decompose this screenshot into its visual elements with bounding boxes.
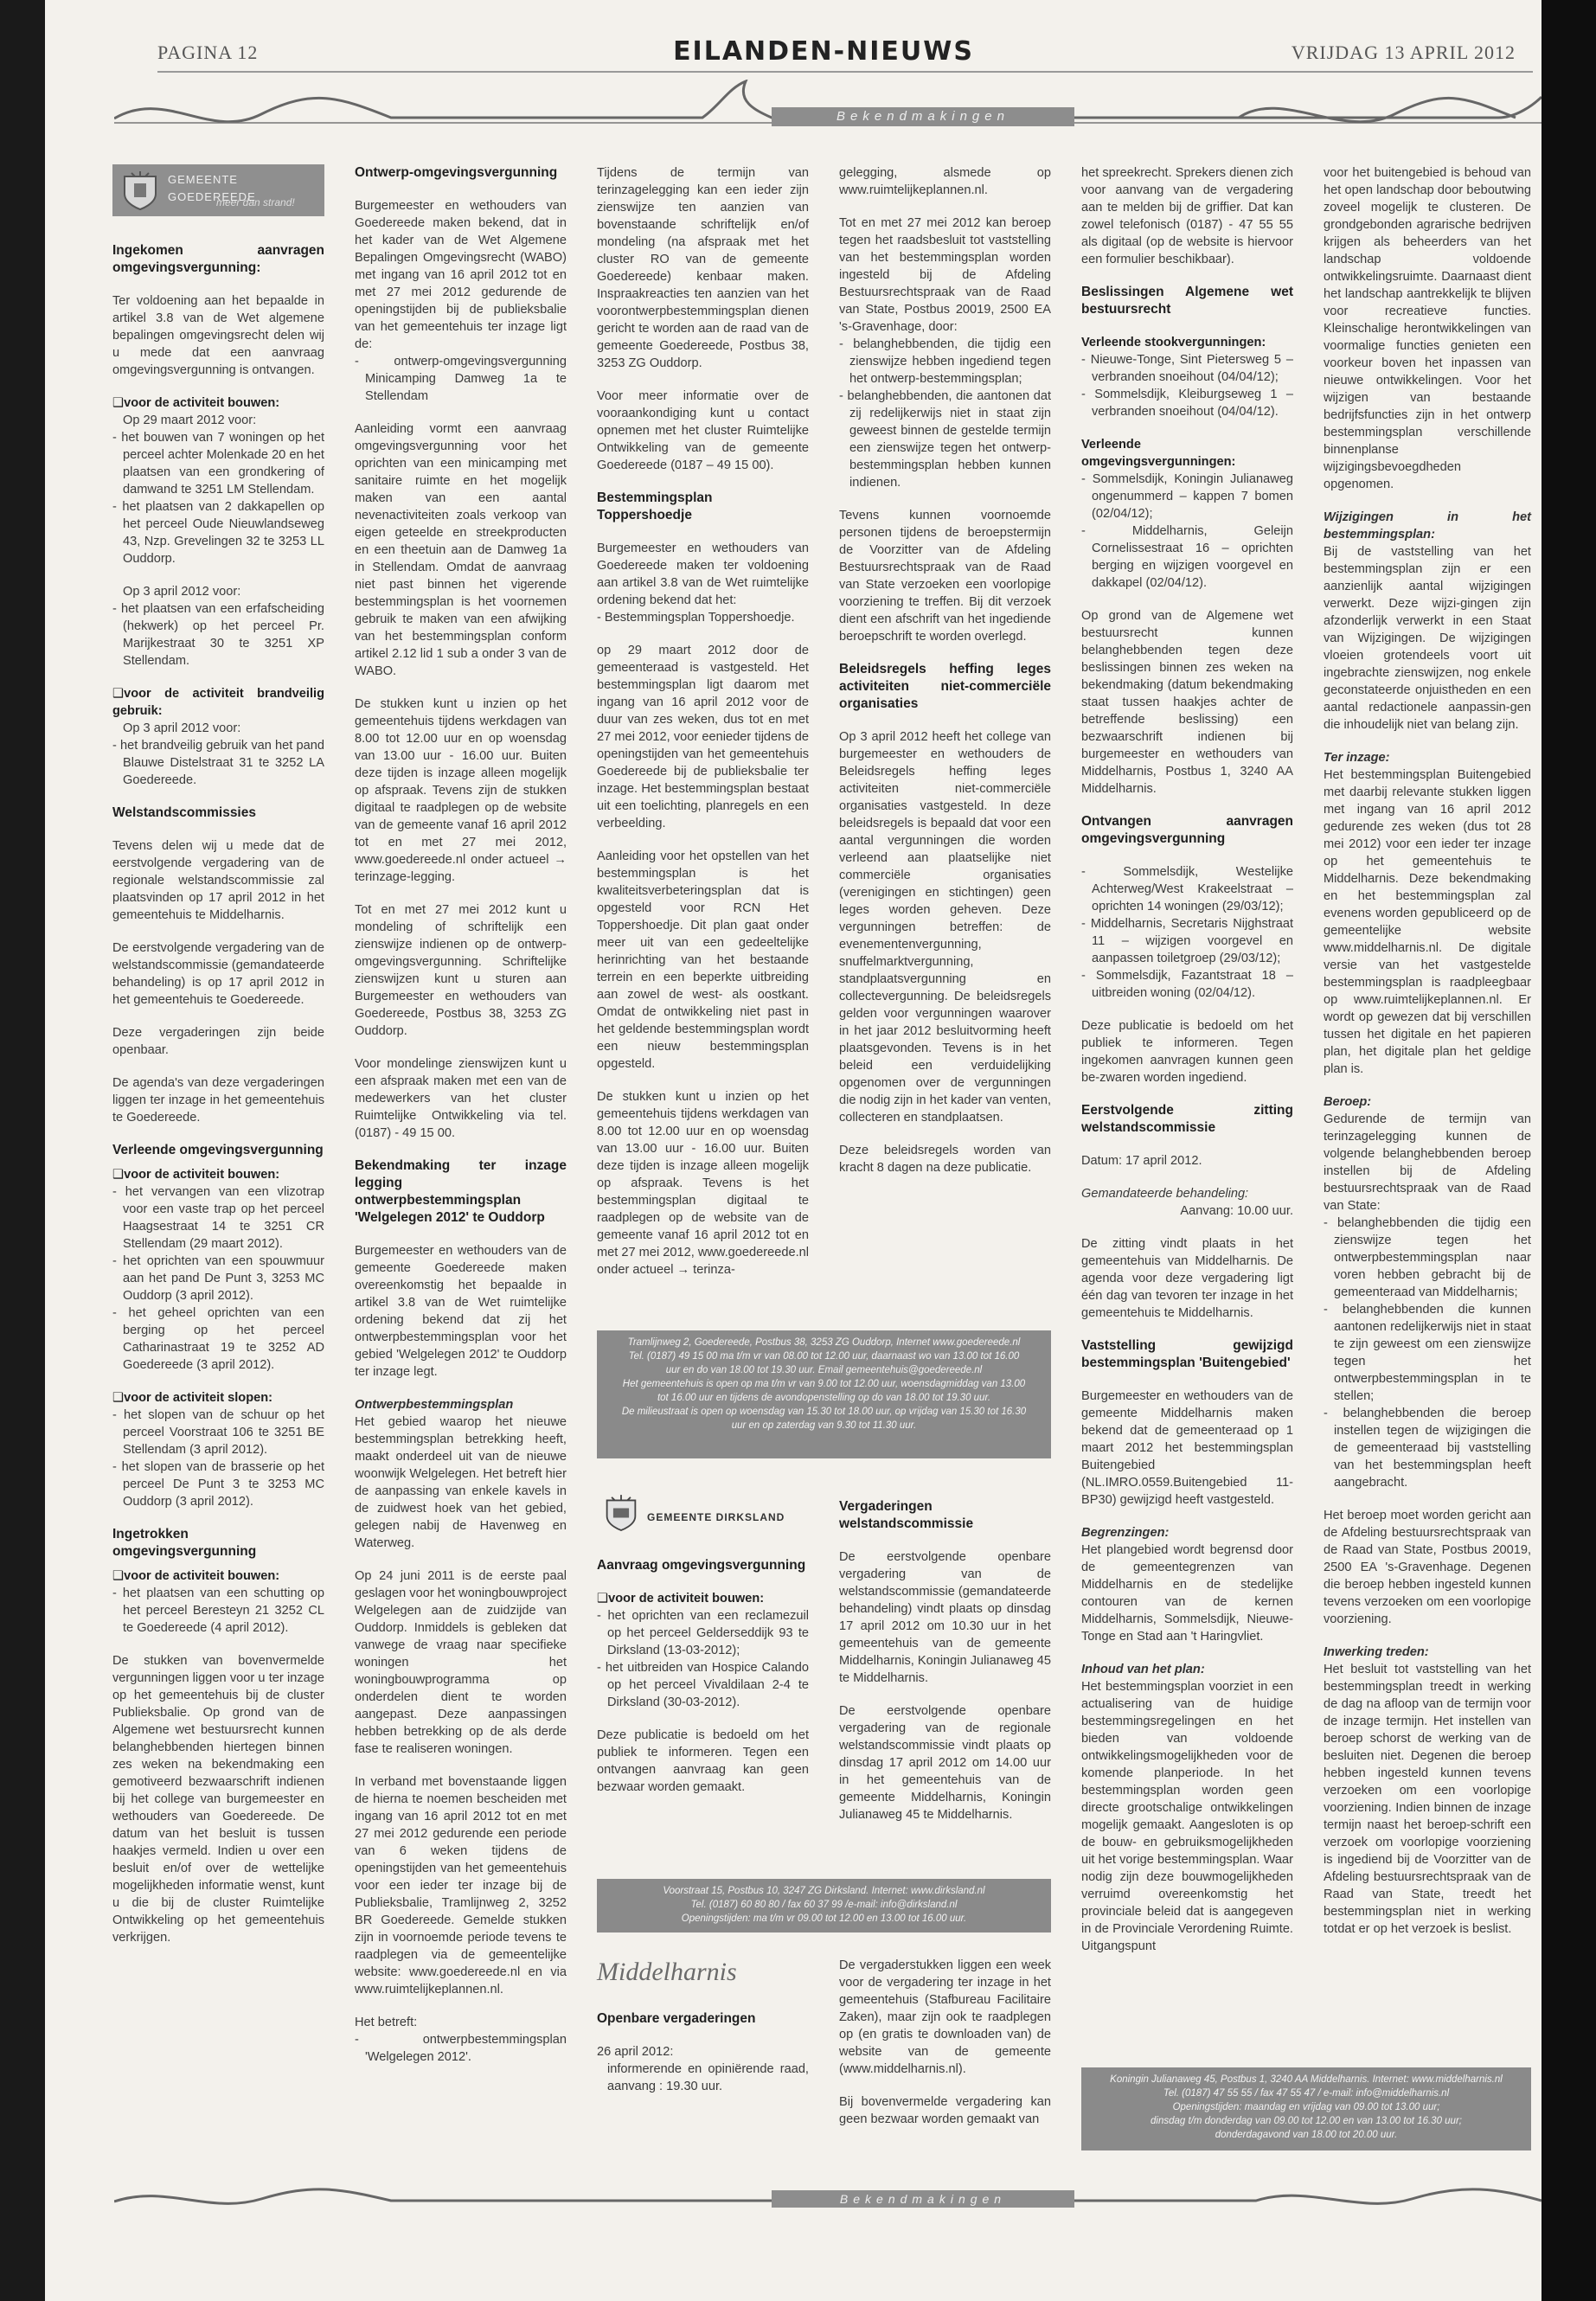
item-list xyxy=(839,336,1051,491)
paragraph: Tevens delen wij u mede dat de eerstvolgende vergadering van de regionale welstandscommissie zal plaatsvinden op 17 april 2012 in het gemeentehuis te Middelharnis. xyxy=(112,839,324,922)
paragraph: De eerstvolgende openbare vergadering van de regionale welstandscommissie vindt plaats op dinsdag 17 april 2012 om 14.00 uur in het gemeentehuis van de gemeente Middelharnis, Koningin Julianaweg 45 te Middelharnis. xyxy=(839,1704,1051,1822)
paragraph: In verband met bovenstaande liggen de hierna te noemen bescheiden met ingang van 16 april 2012 tot en met 27 mei 2012 gedurende een periode van 6 weken tijdens de openingstijden van het gemeentehuis voor een ieder ter inzage bij de Publieksbalie, Tramlijnweg 2, 3252 BR Goedereede. Gemelde stukken zijn in voornoemde periode tevens te raadplegen via de gemeentelijke website: www.goedereede.nl en via www.ruimtelijkeplannen.nl. xyxy=(355,1775,567,1997)
column-5 xyxy=(1081,164,1293,1971)
goedereede-logo-block xyxy=(112,164,324,216)
subheading: ❑ voor de activiteit bouwen: xyxy=(112,1567,324,1585)
middelharnis-contact-box xyxy=(1081,2067,1531,2150)
contact-line: Openingstijden: maandag en vrijdag van 09.00 tot 13.00 uur; xyxy=(1172,2102,1440,2112)
list-item: - het slopen van de schuur op het perceel Voorstraat 106 te 3251 BE Stellendam (3 april 2012). xyxy=(112,1408,324,1457)
italic-subheading: Ter inzage: xyxy=(1324,751,1390,765)
italic-subheading: Beroep: xyxy=(1324,1095,1372,1109)
crest-icon xyxy=(604,1493,638,1533)
list-item: - belanghebbenden die tijdig een zienswijze tegen het ontwerpbestemmingsplan naar voren hebben gebracht bij de gemeenteraad van Middelharnis; xyxy=(1324,1216,1531,1299)
paragraph: Tot en met 27 mei 2012 kunt u mondeling of schriftelijk een zienswijze indienen op de ontwerp-omgevingsvergunning. Schriftelijke zienswijzen kunt u sturen aan Burgemeester en wethouders van Goedereede, Postbus 38, 3253 ZG Ouddorp. xyxy=(355,903,567,1038)
crest-icon xyxy=(121,170,159,211)
list-item: - Sommelsdijk, Westelijke Achterweg/West Krakeelstraat – oprichten 14 woningen (29/03/12); xyxy=(1081,865,1293,913)
paragraph: Bij bovenvermelde vergadering kan geen bezwaar worden gemaakt van xyxy=(839,2095,1051,2126)
list-item: - het brandveilig gebruik van het pand Blauwe Distelstraat 31 te 3252 LA Goedereede. xyxy=(112,739,324,787)
paragraph: Het besluit tot vaststelling van het bestemmingsplan treedt in werking de dag na afloop van de termijn voor de inzage termijn. Het instellen van beroep schorst de werking van de besluiten niet. Degenen die beroep hebben ingesteld kunnen tevens verzoeken om een voorlopige voorziening. Indien binnen de inzage termijn naast het beroep-schrift een verzoek om voorlopige voorziening is ingediend bij de Voorzitter van de Afdeling bestuursrechtspraak van de Raad van State, treedt het bestemmingsplan niet in werking totdat er op het verzoek is beslist. xyxy=(1324,1663,1531,1936)
dirksland-contact-box xyxy=(597,1879,1051,1932)
section-heading: Aanvraag omgevingsvergunning xyxy=(597,1558,806,1573)
list-item: - Sommelsdijk, Fazantstraat 18 – uitbreiden woning (02/04/12). xyxy=(1081,969,1293,1000)
paragraph: Burgemeester en wethouders van de gemeente Goedereede maken overeenkomstig het bepaalde in artikel 3.8 van de Wet ruimtelijke ordening bekend dat zij het ontwerpbestemmingsplan voor het gebied 'Welgelegen 2012' te Ouddorp ter inzage legt. xyxy=(355,1244,567,1379)
subheading: ❑ voor de activiteit slopen: xyxy=(112,1389,324,1407)
contact-line: dinsdag t/m donderdag van 09.00 tot 12.00 en van 13.00 tot 16.30 uur; xyxy=(1151,2116,1462,2126)
section-heading: Ontwerp-omgevingsvergunning xyxy=(355,165,558,180)
list-item: - ontwerpbestemmingsplan 'Welgelegen 2012'. xyxy=(355,2033,567,2064)
paragraph: informerende en opiniërende raad, aanvang : 19.30 uur. xyxy=(607,2062,809,2093)
paragraph: Gedurende de termijn van terinzagelegging kunnen de volgende belanghebbenden beroep instellen bij de Afdeling bestuursrechtspraak van de Raad van State: xyxy=(1324,1112,1531,1213)
paragraph: Burgemeester en wethouders van Goedereede maken ter voldoening aan artikel 3.8 van de Wet ruimtelijke ordening bekend dat het: xyxy=(597,542,809,607)
section-heading: Beslissingen Algemene wet bestuursrecht xyxy=(1081,285,1293,317)
contact-line: De milieustraat is open op woensdag van 15.30 tot 18.00 uur, op vrijdag van 15.30 tot 16.30 xyxy=(621,1407,1027,1417)
list-item: - het uitbreiden van Hospice Calando op het perceel Vivaldilaan 2-4 te Dirksland (30-03-2012). xyxy=(597,1661,809,1709)
goedereede-contact-box xyxy=(597,1330,1051,1458)
middelharnis-column xyxy=(597,1957,809,2095)
paragraph: De eerstvolgende openbare vergadering van de welstandscommissie (gemandateerde behandeling) vindt plaats op dinsdag 17 april 2012 om 10.30 uur in het gemeentehuis van de gemeente Middelharnis, Koningin Julianaweg 45 te Middelharnis. xyxy=(839,1550,1052,1685)
italic-subheading: Begrenzingen: xyxy=(1081,1526,1170,1540)
contact-line: Openingstijden: ma t/m vr 09.00 tot 12.00 en 13.00 tot 16.00 uur. xyxy=(681,1913,967,1924)
list-item: - het plaatsen van 2 dakkapellen op het perceel Oude Nieuwlandseweg 43, Nzp. Grevelingen 32 te 3253 LL Ouddorp. xyxy=(112,500,324,566)
paragraph: Deze publicatie is bedoeld om het publiek te informeren. Tegen een ontvangen aanvraag kan geen bezwaar worden gemaakt. xyxy=(597,1728,809,1794)
municipality-slogan: meer dan strand! xyxy=(216,196,295,208)
paragraph: Aanleiding vormt een aanvraag omgevingsvergunning voor het oprichten van een minicamping met sanitaire ruimte en het mogelijk maken van een aantal nevenactiviteiten zoals verkoop van eigen geteelde en streekproducten en een theetuin aan de Damweg 1a in Stellendam. Omdat de aanvraag niet past binnen het vigerende bestemmingsplan is het voornemen gebruik te maken van een afwijking van het bestemmingsplan conform artikel 2.12 lid 1 sub a onder 3 van de WABO. xyxy=(355,422,567,678)
list-item: - belanghebbenden die beroep instellen tegen de wijzigingen die de gemeenteraad bij vaststelling van het bestemmingsplan heeft aangebracht. xyxy=(1324,1407,1531,1490)
item-list xyxy=(1081,863,1293,1002)
header-rule xyxy=(157,71,1533,73)
subheading: Verleende stookvergunningen: xyxy=(1081,336,1266,349)
paragraph: Aanleiding voor het opstellen van het bestemmingsplan is het kwaliteitsverbeteringsplan dat is opgesteld voor RCN Het Toppershoedje. Dit plan gaat onder meer uit van een gedeeltelijke herinrichting van het bestaande terrein en een beperkte uitbreiding aan zowel de west- als oostkant. Omdat de ontwikkeling niet past in het geldende bestemmingsplan wordt een nieuw bestemmingsplan opgesteld. xyxy=(597,849,809,1071)
contact-line: Tramlijnweg 2, Goedereede, Postbus 38, 3253 ZG Ouddorp, Internet www.goedereede.nl xyxy=(627,1337,1021,1348)
contact-line: Koningin Julianaweg 45, Postbus 1, 3240 AA Middelharnis. Internet: www.middelharnis.nl xyxy=(1110,2074,1503,2085)
paragraph: Deze publicatie is bedoeld om het publiek te informeren. Tegen ingekomen aanvragen kunnen geen be-zwaren worden ingediend. xyxy=(1081,1019,1293,1085)
item-list xyxy=(1081,471,1293,592)
page-header xyxy=(106,35,1542,69)
date-line: Op 3 april 2012 voor: xyxy=(123,585,241,599)
list-item: - ontwerp-omgevingsvergunning Minicamping Damweg 1a te Stellendam xyxy=(355,355,567,403)
municipality-name: GEMEENTE GOEDEREEDE xyxy=(168,173,256,203)
paragraph: De stukken van bovenvermelde vergunningen liggen voor u ter inzage op het gemeentehuis bij de cluster Publieksbalie. Op grond van de Algemene wet bestuursrecht kunnen belanghebbenden hiertegen binnen zes weken na bekendmaking een gemotiveerd bezwaarschrift indienen bij het college van burgemeester en wethouders van Goedereede. De datum van het besluit is tussen haakjes vermeld. Indien u over een besluit en/of over de wettelijke mogelijkheden informatie wenst, kunt u die bij de cluster Ruimtelijke Ontwikkeling op het gemeentehuis verkrijgen. xyxy=(112,1654,324,1945)
paragraph: voor het buitengebied is behoud van het open landschap door beboutwing zoveel mogelijk te clusteren. De grondgebonden agrarische bedrijven krijgen als beheerders van het landschap voldoende ontwikkelingsruimte. Daarnaast dient het landschap aantrekkelijk te blijven voor recreatieve functies. Kleinschalige herontwikkelingen van voormalige functies genieten een voorkeur boven het inpassen van nieuwe ontwikkelingen. Voor het wijzigen van bestaande bedrijfsfuncties zijn in het ontwerp bestemmingsplan verschillende binnenplanse wijzigingsbevoegdheden opgenomen. xyxy=(1324,166,1531,491)
paragraph: Deze vergaderingen zijn beide openbaar. xyxy=(112,1026,324,1057)
paragraph: De stukken kunt u inzien op het gemeentehuis tijdens werkdagen van 8.00 tot 12.00 uur en op woensdag van 13.00 uur - 16.00 uur. Buiten deze tijden is inzage alleen mogelijk op afspraak. Tevens is het bestemmingsplan digitaal te raadplegen op de website van de gemeente vanaf 16 april 2012 tot en met 27 mei 2012, www.goedereede.nl onder actueel → terinza- xyxy=(597,1090,810,1277)
paragraph: De stukken kunt u inzien op het gemeentehuis tijdens werkdagen van 8.00 tot 12.00 uur en op woensdag van 13.00 uur - 16.00 uur. Buiten deze tijden is inzage alleen mogelijk op afspraak. Tevens zijn de stukken digitaal te raadplegen op de website van de gemeente vanaf 16 april 2012 tot en met 27 mei 2012, www.goedereede.nl onder actueel → terinzage-legging. xyxy=(355,697,567,884)
section-heading: Bestemmingsplan Toppershoedje xyxy=(597,490,713,522)
contact-line: Voorstraat 15, Postbus 10, 3247 ZG Dirksland. Internet: www.dirksland.nl xyxy=(663,1886,985,1896)
list-item: - het oprichten van een reclamezuil op het perceel Gelderseddijk 93 te Dirksland (13-03-2012); xyxy=(597,1609,809,1657)
item-list xyxy=(112,429,324,567)
item-list xyxy=(355,353,567,405)
newspaper-page xyxy=(45,0,1542,2301)
paragraph: Datum: 17 april 2012. xyxy=(1081,1154,1202,1168)
section-heading: Vaststelling gewijzigd bestemmingsplan 'Buitengebied' xyxy=(1081,1338,1293,1370)
date-line: Op 3 april 2012 voor: xyxy=(123,721,241,735)
paragraph: Op grond van de Algemene wet bestuursrecht kunnen belanghebbenden tegen deze beslissingen binnen zes weken na bekendmaking (datum bekendmaking staat tussen haakjes achter de betreffende beslissing) een bezwaarschrift indienen bij burgemeester en wethouders van Middelharnis, Postbus 1, 3240 AA Middelharnis. xyxy=(1081,609,1293,796)
section-label: Bekendmakingen xyxy=(772,107,1074,126)
section-heading: Ingetrokken omgevingsvergunning xyxy=(112,1527,257,1559)
list-item: - Nieuwe-Tonge, Sint Pietersweg 5 – verbranden snoeihout (04/04/12); xyxy=(1081,353,1293,384)
italic-subheading: Inhoud van het plan: xyxy=(1081,1663,1205,1676)
column-3 xyxy=(597,164,809,1294)
paragraph: gelegging, alsmede op www.ruimtelijkeplannen.nl. xyxy=(839,166,1051,197)
item-list xyxy=(112,737,324,789)
section-label: Bekendmakingen xyxy=(772,2190,1074,2208)
paragraph: De eerstvolgende vergadering van de welstandscommissie (gemandateerde behandeling) is op 17 april 2012 in het gemeentehuis te Goedereede. xyxy=(112,941,324,1007)
item-list xyxy=(112,1407,324,1510)
item-list xyxy=(112,600,324,670)
section-heading: Verleende omgevingsvergunning xyxy=(112,1143,324,1157)
paragraph: Het gebied waarop het nieuwe bestemmingsplan betrekking heeft, maakt onderdeel uit van de nieuwe woonwijk Welgelegen. Het betreft hier de aanpassing van enkele kavels in de zuidwest hoek van het gebied, gelegen nabij de Havenweg en Waterweg. xyxy=(355,1415,567,1550)
list-item: - het geheel oprichten van een berging op het perceel Catharinastraat 19 te 3252 AD Goedereede (3 april 2012). xyxy=(112,1306,324,1372)
paragraph: De vergaderstukken liggen een week voor de vergadering ter inzage in het gemeentehuis (Stafbureau Facilitaire Zaken), maar zijn ook te raadplegen op (en gratis te downloaden van) de website van de gemeente (www.middelharnis.nl). xyxy=(839,1958,1051,2076)
dirksland-logo-block xyxy=(597,1488,809,1557)
contact-line: Tel. (0187) 49 15 00 ma t/m vr van 08.00 tot 12.00 uur, daarnaast wo van 13.00 tot 16.00 xyxy=(628,1351,1020,1362)
paragraph: Het bestemmingsplan voorziet in een actualisering van de huidige bestemmingsregelingen en het bieden van voldoende ontwikkelingsmogelijkheden voor de komende planperiode. In het bestemmingsplan worden geen directe grootschalige ontwikkelingen mogelijk gemaakt. Aangesloten is op de bouw- en gebruiksmogelijkheden uit het vorige bestemmingsplan. Waar nodig zijn deze bouwmogelijkheden verruimd overeenkomstig het provinciale beleid dat is aangegeven in de Provinciale Verordening Ruimte. Uitgangspunt xyxy=(1081,1680,1293,1953)
ornament-banner-bottom xyxy=(114,2180,1542,2214)
subheading: ❑ voor de activiteit bouwen: xyxy=(597,1590,809,1607)
section-heading: Beleidsregels heffing leges activiteiten niet-commerciële organisaties xyxy=(839,662,1051,711)
column-2 xyxy=(355,164,567,2081)
paragraph: het spreekrecht. Sprekers dienen zich voor aanvang van de vergadering aan te melden bij de griffier. Dat kan zowel telefonisch (0187) - 47 55 55 als digitaal (op de website is hiervoor een formulier beschikbaar). xyxy=(1081,166,1293,266)
paragraph: Op 24 juni 2011 is de eerste paal geslagen voor het woningbouwproject Welgelegen aan de zuidzijde van Ouddorp. Inmiddels is gebleken dat vanwege de vraag naar specifieke woningen het woningbouwprogramma op onderdelen dient te worden aangepast. Deze aanpassingen hebben betrekking op de als derde fase te realiseren woningen. xyxy=(355,1569,567,1756)
date-line: 26 april 2012: xyxy=(597,2045,674,2059)
list-item: - het bouwen van 7 woningen op het perceel achter Molenkade 20 en het plaatsen van een grondkering of damwand te 3251 LM Stellendam. xyxy=(112,431,324,497)
paragraph: Burgemeester en wethouders van Goedereede maken bekend, dat in het kader van de Wet Algemene Bepalingen Omgevingsrecht (WABO) met ingang van 16 april 2012 tot en met 27 mei 2012 gedurende de openingstijden bij de publieksbalie van het gemeentehuis ter inzage ligt de: xyxy=(355,199,567,351)
paragraph: Tevens kunnen voornoemde personen tijdens de beroepstermijn de Voorzitter van de Afdeling Bestuursrechtspraak van de Raad van State verzoeken een voorlopige voorziening te treffen. Bij dit verzoek dient een afschrift van het ingediende beroepschrift te worden overlegd. xyxy=(839,509,1051,644)
list-item: - het plaatsen van een schutting op het perceel Beresteyn 21 3252 CL te Goedereede (4 april 2012). xyxy=(112,1586,324,1635)
issue-date: VRIJDAG 13 APRIL 2012 xyxy=(1291,42,1516,63)
contact-line: tot 16.00 uur en tijdens de avondopenstelling op do van 18.00 tot 19.30 uur. xyxy=(657,1393,991,1403)
paragraph: Tijdens de termijn van terinzagelegging kan een ieder zijn zienswijze ten aanzien van bovenstaande schriftelijk en/of mondeling (na afspraak met het cluster RO van de gemeente Goedereede) kenbaar maken. Inspraakreacties ten aanzien van het voorontwerpbestemmingsplan dienen gericht te worden aan de raad van de gemeente Goedereede, Postbus 38, 3253 ZG Ouddorp. xyxy=(597,166,809,370)
item-list xyxy=(112,1183,324,1374)
column-1 xyxy=(112,164,324,1962)
paragraph: Bij de vaststelling van het bestemmingsplan zijn er een aanzienlijk aantal wijzigingen verwerkt. Deze wijzi-gingen zijn afzonderlijk verwerkt in een Staat van Wijzigingen. De wijzigingen vloeien grotendeels voort uit ingebrachte zienswijzen, nog enkele geconstateerde onjuistheden en een aantal redactionele aanpassin-gen die inhoudelijk niet van belang zijn. xyxy=(1324,545,1531,732)
item-list xyxy=(1081,351,1293,420)
paragraph: op 29 maart 2012 door de gemeenteraad is vastgesteld. Het bestemmingsplan ligt daarom met ingang van 16 april 2012 voor de duur van zes weken, dus tot en met 27 mei 2012, voor eenieder tijdens de openingstijden van het gemeentehuis Goedereede bij de publieksbalie ter inzage. Het bestemmingsplan bestaat uit een toelichting, planregels en een verbeelding. xyxy=(597,644,809,830)
middelharnis-continued xyxy=(839,1957,1051,2144)
column-4 xyxy=(839,164,1051,1192)
contact-line: Het gemeentehuis is open op ma t/m vr van 9.00 tot 12.00 uur, woensdagmiddag van 13.00 xyxy=(622,1379,1026,1389)
list-item: - Sommelsdijk, Kleiburgseweg 1 – verbranden snoeihout (04/04/12). xyxy=(1081,388,1293,419)
paragraph: Ter voldoening aan het bepaalde in artikel 3.8 van de Wet algemene bepalingen omgevingsrecht delen wij u mede dat een aanvraag omgevingsvergunning is ontvangen. xyxy=(112,294,324,377)
paragraph: Het betreft: xyxy=(355,2016,418,2029)
paragraph: Tot en met 27 mei 2012 kan beroep tegen het raadsbesluit tot vaststelling van het bestemmingsplan worden ingesteld bij de Afdeling Bestuursrechtspraak van de Raad van State, Postbus 20019, 2500 EA 's-Gravenhage, door: xyxy=(839,216,1051,334)
italic-subheading: Wijzigingen in het bestemmingsplan: xyxy=(1324,510,1531,542)
ornament-banner-top xyxy=(114,80,1542,140)
list-item: - belanghebbenden, die aantonen dat zij redelijkerwijs niet in staat zijn geweest binnen de gestelde termijn een zienswijze tegen het ontwerp-bestemmingsplan hebben kunnen indienen. xyxy=(839,389,1051,490)
list-item: - het plaatsen van een erfafscheiding (hekwerk) op het perceel Pr. Marijkestraat 30 te 3251 XP Stellendam. xyxy=(112,602,324,668)
paragraph: Op 3 april 2012 heeft het college van burgemeester en wethouders de Beleidsregels heffing leges activiteiten niet-commerciële organisaties vastgesteld. In deze beleidsregels is bepaald dat voor een aantal vergunningen die worden verleend aan plaatselijke niet commerciële organisaties (verenigingen en stichtingen) geen leges worden geheven. Deze vergunningen betreffen: de evenementenvergunning, snuffelmarktvergunning, standplaatsvergunning en collectevergunning. De beleidsregels gelden voor vergunningen waarover in het jaar 2012 besluitvorming heeft plaatsgevonden. Tevens is in het beleid een verduidelijking opgenomen over de vergunningen die nodig zijn in het kader van venten, collecteren en standplaatsen. xyxy=(839,730,1052,1125)
contact-line: Tel. (0187) 60 80 80 / fax 60 37 99 /e-mail: info@dirksland.nl xyxy=(690,1900,958,1910)
dirksland-column xyxy=(597,1488,809,1811)
scan-edge xyxy=(1542,0,1596,2301)
paragraph: Burgemeester en wethouders van de gemeente Middelharnis maken bekend dat de gemeenteraad op 1 maart 2012 het bestemmingsplan Buitengebied (NL.IMRO.0559.Buitengebied 11-BP30) gewijzigd heeft vastgesteld. xyxy=(1081,1389,1293,1507)
municipality-name: GEMEENTE DIRKSLAND xyxy=(647,1511,785,1523)
contact-line: uur en op zaterdag van 9.30 tot 11.30 uur. xyxy=(731,1420,917,1431)
list-item: - belanghebbenden die kunnen aantonen redelijkerwijs niet in staat te zijn geweest om een zienswijze tegen het ontwerpbestemmingsplan in te stellen; xyxy=(1324,1303,1531,1403)
subheading: ❑ voor de activiteit bouwen: xyxy=(112,1166,324,1183)
contact-line: uur en do van 18.00 tot 19.30 uur. Email gemeentehuis@goedereede.nl xyxy=(665,1365,983,1375)
list-item: - Middelharnis, Secretaris Nijghstraat 11 – wijzigen voorgevel en aanpassen toiletgroep (29/03/12); xyxy=(1081,917,1293,965)
item-list xyxy=(597,609,809,626)
section-heading: Openbare vergaderingen xyxy=(597,2011,756,2026)
subheading: ❑ voor de activiteit bouwen: xyxy=(112,394,324,412)
subheading: Verleende omgevingsvergunningen: xyxy=(1081,438,1236,469)
list-item: - belanghebbenden, die tijdig een zienswijze hebben ingediend tegen het ontwerp-bestemmingsplan; xyxy=(839,337,1051,386)
italic-subheading: Ontwerpbestemmingsplan xyxy=(355,1398,514,1412)
list-item: - Sommelsdijk, Koningin Julianaweg ongenummerd – kappen 7 bomen (02/04/12); xyxy=(1081,472,1293,521)
item-list xyxy=(355,2031,567,2066)
paragraph: De agenda's van deze vergaderingen liggen ter inzage in het gemeentehuis te Goedereede. xyxy=(112,1076,324,1125)
subheading: ❑ voor de activiteit brandveilig gebruik: xyxy=(112,685,324,720)
welstand-column xyxy=(839,1498,1051,1839)
section-heading: Vergaderingen welstandscommissie xyxy=(839,1499,974,1531)
list-item: - Middelharnis, Geleijn Cornelissestraat 16 – oprichten berging en wijzigen voorgevel en dakkapel (02/04/12). xyxy=(1081,524,1293,590)
contact-line: donderdagavond van 18.00 tot 20.00 uur. xyxy=(1215,2130,1398,2140)
paragraph: Voor meer informatie over de vooraankondiging kunt u contact opnemen met het cluster Ruimtelijke Ontwikkeling van de gemeente Goedereede (0187 – 49 15 00). xyxy=(597,389,809,472)
item-list xyxy=(112,1585,324,1637)
paragraph: Deze beleidsregels worden van kracht 8 dagen na deze publicatie. xyxy=(839,1144,1051,1175)
paragraph: Het plangebied wordt begrensd door de gemeentegrenzen van Middelharnis en de stedelijke contouren van de kernen Middelharnis, Sommelsdijk, Nieuwe-Tonge en Stad aan 't Haringvliet. xyxy=(1081,1543,1293,1644)
paragraph: Het bestemmingsplan Buitengebied met daarbij relevante stukken liggen met ingang van 16 april 2012 gedurende zes weken (dus tot 28 mei 2012) voor een ieder ter inzage op het gemeentehuis te Middelharnis. Deze bekendmaking en het bestemmingsplan zal evenens worden gepubliceerd op de gemeentelijke website www.middelharnis.nl. De digitale versie van het vastgestelde bestemmingsplan is raadpleegbaar op www.ruimtelijkeplannen.nl. Er wordt op gewezen dat bij verschillen tussen het digitale en het papieren plan, het digitale plan het geldige plan is. xyxy=(1324,768,1531,1076)
paragraph: Voor mondelinge zienswijzen kunt u een afspraak maken met een van de medewerkers van het cluster Ruimtelijke Ontwikkeling via tel. (0187) - 49 15 00. xyxy=(355,1057,567,1140)
column-6 xyxy=(1324,164,1531,1953)
paragraph: Aanvang: 10.00 uur. xyxy=(1180,1204,1293,1218)
item-list xyxy=(597,1607,809,1711)
contact-line: Tel. (0187) 47 55 55 / fax 47 55 47 / e-mail: info@middelharnis.nl xyxy=(1163,2088,1450,2099)
list-item: - Bestemmingsplan Toppershoedje. xyxy=(597,611,795,625)
middelharnis-logo: Middelharnis xyxy=(597,1958,737,1986)
page-number: PAGINA 12 xyxy=(157,42,259,63)
italic-subheading: Inwerking treden: xyxy=(1324,1645,1429,1659)
paragraph: De zitting vindt plaats in het gemeentehuis van Middelharnis. De agenda voor deze vergadering ligt één dag van tevoren ter inzage in het gemeentehuis te Middelharnis. xyxy=(1081,1237,1293,1320)
section-heading: Bekendmaking ter inzage legging ontwerpbestemmingsplan 'Welgelegen 2012' te Ouddorp xyxy=(355,1158,567,1225)
list-item: - het slopen van de brasserie op het perceel De Punt 3 te 3253 MC Ouddorp (3 april 2012). xyxy=(112,1460,324,1509)
section-heading: Ontvangen aanvragen omgevingsvergunning xyxy=(1081,814,1293,846)
newspaper-title: EILANDEN-NIEUWS xyxy=(673,36,974,67)
section-heading: Welstandscommissies xyxy=(112,805,256,820)
date-line: Op 29 maart 2012 voor: xyxy=(123,413,257,427)
italic-label: Gemandateerde behandeling: xyxy=(1081,1187,1249,1201)
paragraph: Het beroep moet worden gericht aan de Afdeling bestuursrechtspraak van de Raad van State, Postbus 20019, 2500 EA 's-Gravenhage. Degenen die beroep hebben ingesteld kunnen tevens verzoeken om een voorlopige voorziening. xyxy=(1324,1509,1531,1626)
item-list xyxy=(1324,1215,1531,1491)
list-item: - het vervangen van een vlizotrap voor een vaste trap op het perceel Haagsestraat 14 te 3251 CR Stellendam (29 maart 2012). xyxy=(112,1185,324,1251)
list-item: - het oprichten van een spouwmuur aan het pand De Punt 3, 3253 MC Ouddorp (3 april 2012). xyxy=(112,1254,324,1303)
section-heading: Eerstvolgende zitting welstandscommissie xyxy=(1081,1103,1293,1135)
section-heading: Ingekomen aanvragen omgevingsvergunning: xyxy=(112,243,324,275)
